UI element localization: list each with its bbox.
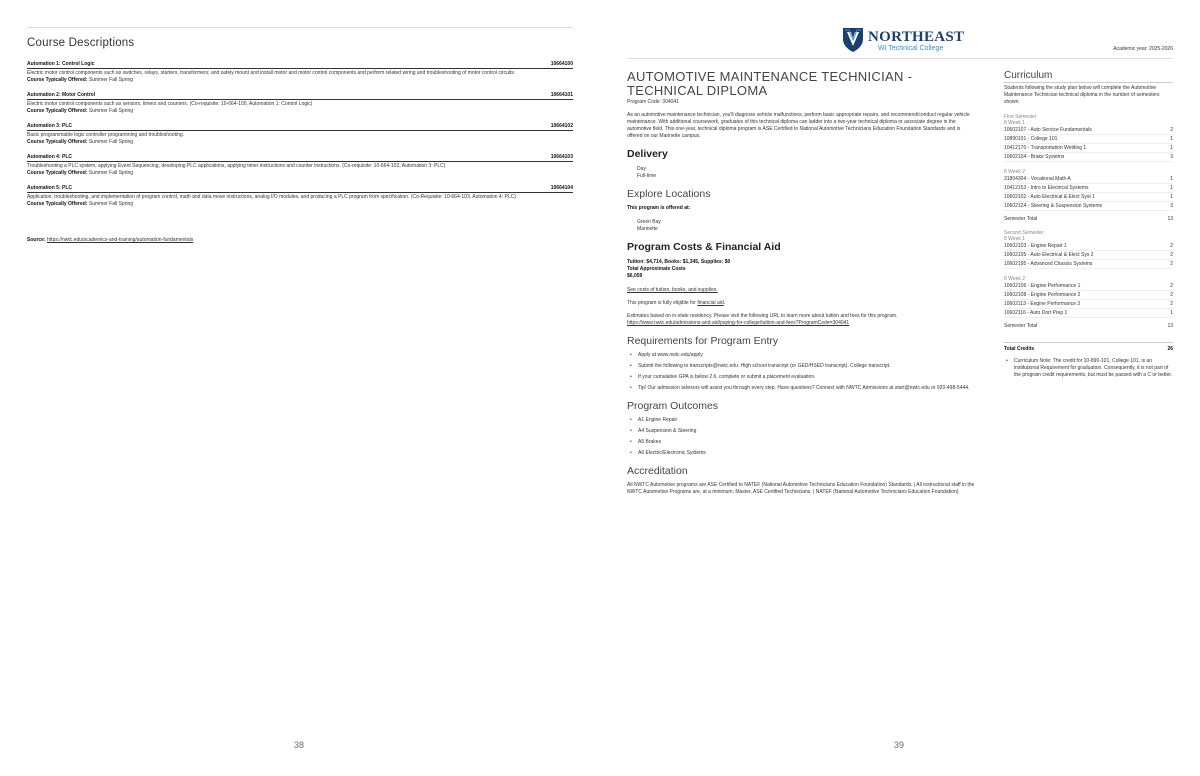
curriculum-row: 10602104 - Brake Systems 3 [1004,154,1173,160]
page-number: 38 [294,740,305,750]
total-costs-value: $6,059 [627,273,643,279]
list-item: • Submit the following to transcripts@nwtc.edu: High school transcript (or GED/HSED transcript). College transcript. [630,363,977,370]
requirements-list [627,352,977,392]
course-code: 10664100 [550,61,573,67]
curriculum-row: 10890101 - College 101 1 [1004,136,1173,142]
curriculum-note [1004,358,1173,379]
delivery-item: Day [637,166,646,172]
curriculum-divider [1004,82,1173,83]
outcomes-heading: Program Outcomes [627,400,719,412]
course-code: 10664104 [550,185,573,191]
estimates-note: Estimates based on in-state residency. Please visit the following URL to learn more about tuition and fees for this program. [627,313,898,319]
semester-total: Semester Total 13 [1004,216,1173,222]
source-label: Source: [27,237,46,243]
list-item: • Curriculum Note: The credit for 10-890-101, College 101, is an institutional Requirement for graduation. Consequently, it is not part of the program credit requirements, but must be passed with a C or better. [1014,358,1173,379]
list-item: • Tip! Our admission advisors will assist you through every step. Have questions? Connect with NWTC Admissions at start@nwtc.edu or 920-498-5444. [630,385,977,392]
total-credits: Total Credits 26 [1004,342,1173,352]
course-code: 10664101 [550,92,573,98]
curriculum-row: 10602116 - Auto Dort Prep 1 1 [1004,310,1173,316]
tuition-url-link[interactable]: https://www.nwtc.edu/admissions-and-aid/paying-for-college/tuition-and-fees?ProgramCode=304041 [627,320,850,326]
outcomes-list [627,417,977,457]
course-item [27,154,573,176]
course-code: 10664102 [550,123,573,129]
curriculum-row: 10602195 - Advanced Chassis Systems 2 [1004,261,1173,267]
course-header [27,154,573,162]
header-divider [627,58,1173,59]
location-item: Green Bay [637,219,661,225]
course-offered: Course Typically Offered: Summer Fall Spring [27,169,134,176]
week-label: 8 Week 2 [1004,169,1026,175]
course-item [27,123,573,145]
course-name: Automation 3: PLC [27,123,72,129]
list-item: • Apply at www.nwtc.edu/apply [630,352,977,359]
page-number: 39 [894,740,905,750]
course-description: Electric motor control components such as switches, relays, starters, transformers; and safely mount and install motor and motor control components and perform related wiring and troubleshooting of motor control circuits. [27,70,516,76]
total-costs-label: Total Approximate Costs [627,266,686,272]
course-description: Basic programmable logic controller programming and troubleshooting. [27,132,185,138]
source-link[interactable]: https://nwtc.edu/academics-and-training/automation-fundamentals [47,237,194,243]
academic-year: Academic year: 2025-2026 [1113,46,1173,52]
see-costs-link[interactable]: See costs of tuition, books, and supplies. [627,287,718,293]
costs-heading: Program Costs & Financial Aid [627,241,781,253]
list-item: • If your cumulative GPA is below 2.6, complete or submit a placement evaluation. [630,374,977,381]
course-name: Automation 4: PLC [27,154,72,160]
location-item: Marinette [637,226,658,232]
curriculum-row: 10602124 - Steering & Suspension Systems 3 [1004,203,1173,209]
week-label: 8 Week 1 [1004,236,1026,242]
list-item: • A1 Engine Repair [630,417,977,424]
program-main-column [627,70,977,496]
curriculum-column [1004,70,1173,379]
course-header [27,123,573,131]
source-line [27,237,193,243]
logo-subtitle: WI Technical College [878,45,944,52]
program-code: Program Code: 304041 [627,99,679,105]
curriculum-row: 10602103 - Engine Repair 1 2 [1004,243,1173,249]
college-logo [842,27,1002,55]
curriculum-row: 10412153 - Intro to Electrical Systems 1 [1004,185,1173,191]
course-name: Automation 2: Motor Control [27,92,96,98]
list-item: • A6 Electric/Electronic Systems [630,450,977,457]
course-code: 10664103 [550,154,573,160]
financial-aid-link[interactable]: financial aid [697,300,724,306]
week-label: 8 Week 1 [1004,120,1026,126]
curriculum-row: 10602107 - Auto Service Fundamentals 2 [1004,127,1173,133]
locations-heading: Explore Locations [627,188,711,200]
course-offered: Course Typically Offered: Summer Fall Spring [27,107,134,114]
program-title: AUTOMOTIVE MAINTENANCE TECHNICIAN - TECHNICAL DIPLOMA [627,69,913,98]
top-divider [27,27,573,28]
list-item: • A5 Brakes [630,439,977,446]
accreditation-text: All NWTC Automotive programs are ASE Certified to NATEF (National Automotive Technicians Education Foundation) Standards. | All instructional staff in the NWTC Automotive Programs are, at a minimum, Master, ASE Certified Technicians. | NATEF (National Automotive Technicians Education Foundation) [627,482,975,495]
curriculum-heading: Curriculum [1004,70,1053,81]
curriculum-row: 31804304 - Vocational Math A 1 [1004,176,1173,182]
locations-offered-at: This program is offered at: [627,205,691,211]
delivery-heading: Delivery [627,148,668,160]
requirements-heading: Requirements for Program Entry [627,335,779,347]
curriculum-row: 10412170 - Transportation Welding 1 1 [1004,145,1173,151]
course-header [27,61,573,69]
tuition-line: Tuition: $4,714, Books: $1,345, Supplies: $0 [627,259,731,265]
course-description: Troubleshooting a PLC system, applying Event Sequencing, developing PLC applications, applying timer instructions and counter instructions. (Co-requisite: 10-664-102, Automation 3: PLC) [27,163,446,169]
accreditation-heading: Accreditation [627,465,688,477]
curriculum-row: 10602102 - Auto Electrical & Elect Syst 1 1 [1004,194,1173,200]
course-offered: Course Typically Offered: Summer Fall Spring [27,200,134,207]
semester-total: Semester Total 13 [1004,323,1173,329]
course-list [27,61,573,216]
curriculum-intro: Students following the study plan below will complete the Automotive Maintenance Technician technical diploma in the number of semesters shown. [1004,85,1160,105]
week-label: 8 Week 2 [1004,276,1026,282]
course-name: Automation 1: Control Logic [27,61,95,67]
course-offered: Course Typically Offered: Summer Fall Spring [27,76,134,83]
course-description: Electric motor control components such as sensors, timers and counters. (Co-requisite: 10-664-100, Automation 1: Control Logic) [27,101,313,107]
course-item [27,61,573,83]
course-item [27,92,573,114]
page-title: Course Descriptions [27,37,135,49]
list-item: • A4 Suspension & Steering [630,428,977,435]
program-intro: As an automotive maintenance technician, you'll diagnose vehicle malfunctions, perform basic appropriate repairs, and recommend/conduct regular vehicle maintenance. With additional coursework, graduates of this technical diploma can ladder into a two-year technical diploma or associate degree in the automotive field. This one-year, technical diploma program is ASE Certified to National Automotive Technicians Education Foundation Standards and is offered on our Marinette campus. [627,112,970,139]
course-item [27,185,573,207]
course-description: Application, troubleshooting, and implementation of program control, math and data move instructions, analog I/O modules, and producing a PLC program from specification. (Co-Requisite: 10-664-103, Automation 4: PLC) [27,194,516,200]
curriculum-row: 10602113 - Engine Performance 3 2 [1004,301,1173,307]
course-name: Automation 5: PLC [27,185,72,191]
curriculum-row: 10602108 - Engine Performance 2 2 [1004,292,1173,298]
delivery-item: Full-time [637,173,657,179]
curriculum-row: 10602106 - Engine Performance 1 2 [1004,283,1173,289]
semester-label: Second Semester [1004,230,1044,236]
curriculum-row: 10602105 - Auto Electrical & Elect Sys 2 2 [1004,252,1173,258]
financial-aid-line: This program is fully eligible for financial aid. [627,300,726,306]
shield-logo-icon [842,27,864,53]
course-offered: Course Typically Offered: Summer Fall Spring [27,138,134,145]
course-header [27,185,573,193]
right-page [600,0,1200,776]
logo-name: NORTHEAST [868,29,965,45]
semester-label: First Semester [1004,114,1037,120]
course-header [27,92,573,100]
